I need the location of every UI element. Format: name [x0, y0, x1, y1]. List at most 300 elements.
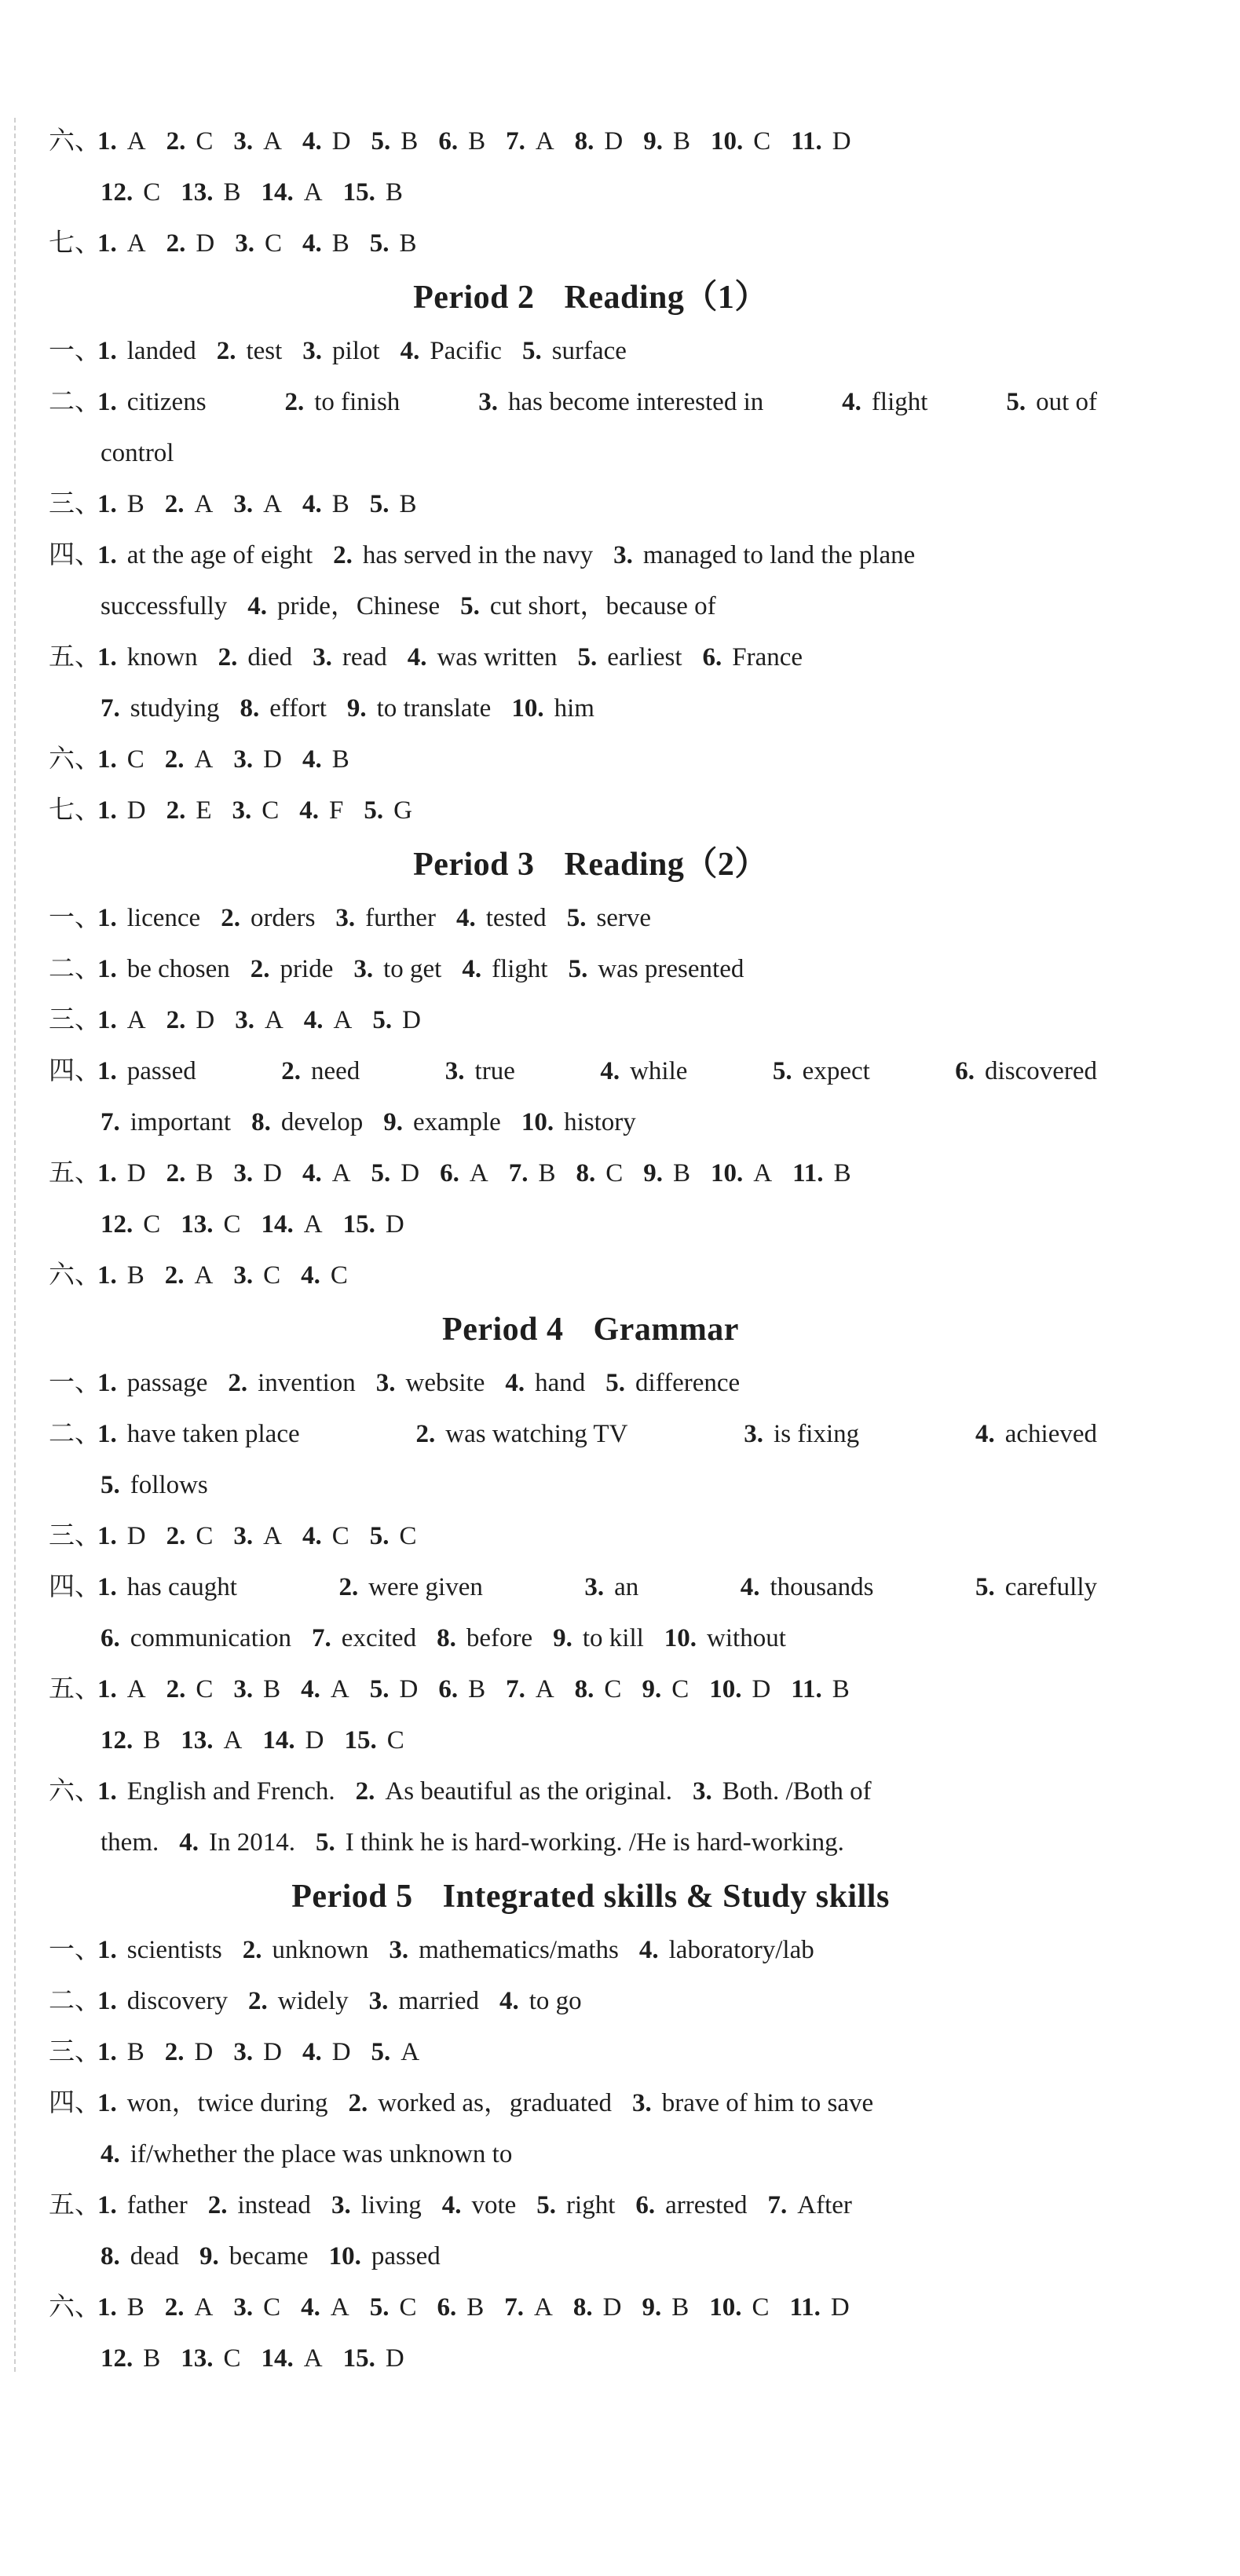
- answer-text: achieved: [1004, 1420, 1097, 1448]
- answer-text: B: [263, 1675, 281, 1703]
- answer-item: [445, 1046, 515, 1097]
- answer-text: have taken place: [126, 1420, 300, 1448]
- answer-text: A: [401, 2038, 420, 2066]
- exercise-line: [49, 1925, 1101, 1976]
- question-number: 6.: [101, 1624, 120, 1652]
- answer-item: [233, 1522, 282, 1550]
- answer-item: [506, 127, 554, 156]
- answer-text: A: [303, 1210, 323, 1239]
- answer-text: B: [833, 1159, 851, 1187]
- answer-item: [437, 2293, 484, 2322]
- question-number: 4.: [301, 2293, 320, 2322]
- exercise-section-label: 五、: [49, 643, 101, 671]
- answer-item: [329, 2242, 441, 2270]
- answer-item: [101, 1108, 231, 1136]
- answer-item: [613, 541, 915, 569]
- period-subtitle: Reading（1）: [564, 280, 768, 316]
- exercise-section-label: 六、: [49, 1261, 101, 1290]
- answer-text: France: [732, 643, 803, 671]
- answer-item: [247, 592, 440, 620]
- question-number: 6.: [955, 1057, 975, 1085]
- answer-text: D: [830, 2293, 850, 2322]
- answer-text: B: [143, 2344, 161, 2373]
- answer-text: B: [196, 1159, 214, 1187]
- answer-item: [97, 2293, 144, 2322]
- question-number: 4.: [302, 2038, 322, 2066]
- answer-item: [643, 127, 690, 156]
- answer-text: B: [331, 745, 349, 774]
- question-number: 4.: [302, 745, 322, 774]
- answer-text: arrested: [665, 2191, 748, 2219]
- answer-item: [440, 1159, 488, 1187]
- question-number: 7.: [312, 1624, 331, 1652]
- question-number: 2.: [166, 127, 186, 156]
- answer-item: [711, 127, 770, 156]
- answer-text: communication: [130, 1624, 292, 1652]
- question-number: 5.: [536, 2191, 557, 2219]
- answer-text: B: [223, 178, 241, 207]
- exercise-section-label: 一、: [49, 337, 101, 365]
- answer-item: [97, 1522, 146, 1550]
- question-number: 1.: [97, 1987, 117, 2015]
- answer-text: F: [329, 796, 344, 825]
- question-number: 2.: [284, 388, 305, 416]
- answer-text: without: [707, 1624, 786, 1652]
- exercise-line: [49, 1358, 1101, 1409]
- question-number: 9.: [642, 2293, 662, 2322]
- answer-item: [356, 1777, 672, 1806]
- answer-item: [703, 643, 803, 671]
- question-number: 5.: [369, 1522, 390, 1550]
- answer-text: D: [402, 1006, 421, 1034]
- answer-item: [370, 1522, 417, 1550]
- answer-text: C: [263, 1261, 281, 1290]
- answer-text: orders: [250, 904, 316, 932]
- answer-text: vote: [471, 2191, 517, 2219]
- question-number: 5.: [372, 1006, 393, 1034]
- answer-text: history: [564, 1108, 636, 1136]
- answer-item: [408, 643, 558, 671]
- question-number: 3.: [584, 1573, 605, 1601]
- answer-item: [262, 178, 323, 207]
- answer-item: [101, 1726, 160, 1755]
- answer-item: [511, 694, 594, 723]
- question-number: 8.: [437, 1624, 456, 1652]
- answer-item: [233, 1675, 280, 1703]
- answer-text: B: [468, 127, 486, 156]
- answer-text: C: [399, 1522, 417, 1550]
- answer-text: became: [229, 2242, 309, 2270]
- answer-item: [165, 490, 214, 518]
- question-number: 4.: [975, 1420, 995, 1448]
- answer-text: A: [330, 1675, 349, 1703]
- answer-text: widely: [277, 1987, 349, 2015]
- question-number: 2.: [228, 1369, 248, 1397]
- answer-item: [370, 1675, 419, 1703]
- period-title: [49, 269, 1101, 326]
- answer-text: successfully: [101, 592, 228, 620]
- question-number: 4.: [301, 1675, 320, 1703]
- question-number: 3.: [232, 796, 252, 825]
- answer-item: [693, 1777, 872, 1806]
- question-number: 5.: [364, 796, 384, 825]
- answer-item: [578, 643, 682, 671]
- question-number: 9.: [383, 1108, 404, 1136]
- question-number: 9.: [643, 1159, 664, 1187]
- answer-text: develop: [280, 1108, 364, 1136]
- question-number: 12.: [101, 178, 134, 207]
- answer-text: C: [196, 1522, 214, 1550]
- exercise-continuation-line: [49, 2129, 1101, 2180]
- answer-text: D: [263, 2038, 282, 2066]
- answer-item: [353, 955, 441, 983]
- question-number: 1.: [97, 2293, 117, 2322]
- answer-text: discovered: [985, 1057, 1097, 1085]
- answer-item: [97, 1369, 207, 1397]
- exercise-continuation-line: [49, 1817, 1101, 1868]
- answer-item: [232, 796, 280, 825]
- answer-item: [165, 2293, 214, 2322]
- question-number: 1.: [97, 127, 117, 156]
- exercise-line: [49, 530, 1101, 581]
- question-number: 3.: [613, 541, 633, 569]
- answer-text: A: [263, 127, 282, 156]
- answer-text: living: [360, 2191, 422, 2219]
- exercise-section-label: 三、: [49, 1522, 101, 1550]
- answer-text: B: [126, 1261, 144, 1290]
- exercise-section-label: 四、: [49, 541, 101, 569]
- answer-text: C: [223, 2344, 241, 2373]
- answer-text: C: [262, 796, 280, 825]
- answer-text: A: [264, 1006, 283, 1034]
- answer-text: A: [333, 1006, 353, 1034]
- question-number: 3.: [335, 904, 356, 932]
- answer-text: A: [469, 1159, 488, 1187]
- exercise-section-label: 六、: [49, 2293, 101, 2322]
- answer-item: [635, 2191, 747, 2219]
- question-number: 5.: [975, 1573, 995, 1601]
- answer-text: has caught: [126, 1573, 237, 1601]
- exercise-section-label: 五、: [49, 2191, 101, 2219]
- answer-item: [233, 490, 282, 518]
- answer-text: B: [671, 2293, 689, 2322]
- exercise-continuation-line: [49, 1460, 1101, 1511]
- answer-text: to kill: [582, 1624, 644, 1652]
- question-number: 5.: [371, 2038, 391, 2066]
- answer-item: [97, 1562, 237, 1613]
- question-number: 11.: [792, 1159, 824, 1187]
- answer-item: [509, 1159, 556, 1187]
- question-number: 5.: [371, 127, 391, 156]
- question-number: 11.: [791, 127, 822, 156]
- answer-text: him: [554, 694, 594, 723]
- question-number: 2.: [164, 745, 185, 774]
- answer-text: B: [673, 1159, 691, 1187]
- answer-text: D: [399, 1675, 419, 1703]
- question-number: 3.: [233, 490, 254, 518]
- answer-text: C: [671, 1675, 689, 1703]
- answer-text: B: [466, 2293, 485, 2322]
- answer-text: E: [196, 796, 212, 825]
- question-number: 3.: [331, 2191, 351, 2219]
- answer-item: [251, 955, 334, 983]
- answer-item: [312, 1624, 416, 1652]
- answer-text: A: [753, 1159, 773, 1187]
- exercise-line: [49, 1511, 1101, 1562]
- question-number: 5.: [577, 643, 598, 671]
- answer-text: D: [126, 1159, 146, 1187]
- answer-item: [343, 2344, 404, 2373]
- question-number: 2.: [221, 904, 240, 932]
- question-number: 1.: [97, 337, 117, 365]
- exercise-continuation-line: [49, 581, 1101, 632]
- question-number: 4.: [740, 1573, 760, 1601]
- answer-text: landed: [126, 337, 196, 365]
- period-number: Period 5: [291, 1879, 413, 1915]
- question-number: 1.: [97, 904, 117, 932]
- answer-text: A: [194, 745, 214, 774]
- answer-text: married: [398, 1987, 479, 2015]
- answer-text: father: [126, 2191, 188, 2219]
- exercise-line: [49, 785, 1101, 836]
- exercise-section-label: 一、: [49, 1369, 101, 1397]
- answer-item: [233, 2038, 282, 2066]
- question-number: 8.: [572, 2293, 593, 2322]
- question-number: 6.: [438, 1675, 459, 1703]
- question-number: 9.: [553, 1624, 572, 1652]
- answer-item: [372, 1006, 421, 1034]
- answer-text: D: [385, 2344, 404, 2373]
- question-number: 7.: [101, 1108, 120, 1136]
- answer-text: flight: [492, 955, 548, 983]
- answer-item: [316, 1828, 844, 1857]
- question-number: 3.: [235, 229, 254, 258]
- answer-item: [371, 127, 419, 156]
- exercise-line: [49, 944, 1101, 995]
- question-number: 13.: [181, 1210, 214, 1239]
- question-number: 2.: [166, 229, 186, 258]
- period-number: Period 4: [442, 1312, 564, 1348]
- exercise-line: [49, 1664, 1101, 1715]
- answer-text: B: [126, 2293, 144, 2322]
- answer-text: C: [752, 2293, 770, 2322]
- answer-text: licence: [126, 904, 201, 932]
- answer-item: [370, 2293, 417, 2322]
- answer-text: is fixing: [774, 1420, 860, 1448]
- answer-item: [251, 1108, 363, 1136]
- answer-item: [437, 1624, 532, 1652]
- answer-item: [642, 2293, 689, 2322]
- exercise-line: [49, 1766, 1101, 1817]
- answer-text: D: [196, 229, 215, 258]
- answer-item: [584, 1562, 638, 1613]
- answer-text: thousands: [770, 1573, 874, 1601]
- question-number: 1.: [97, 2038, 117, 2066]
- question-number: 1.: [97, 1675, 117, 1703]
- answer-item: [789, 2293, 849, 2322]
- exercise-section-label: 六、: [49, 745, 101, 774]
- answer-text: was watching TV: [445, 1420, 628, 1448]
- answer-text: be chosen: [126, 955, 230, 983]
- answer-item: [101, 2140, 512, 2168]
- question-number: 10.: [328, 2242, 361, 2270]
- answer-item: [438, 1675, 485, 1703]
- answer-item: [101, 1210, 160, 1239]
- answer-item: [248, 1987, 349, 2015]
- answer-item: [438, 127, 485, 156]
- question-number: 1.: [97, 541, 117, 569]
- question-number: 4.: [179, 1828, 199, 1857]
- exercise-continuation-line: [49, 1199, 1101, 1250]
- answer-item: [504, 2293, 553, 2322]
- answer-text: known: [126, 643, 198, 671]
- question-number: 1.: [97, 1522, 117, 1550]
- answer-item: [302, 127, 351, 156]
- answer-text: A: [126, 1006, 146, 1034]
- answer-text: passed: [371, 2242, 441, 2270]
- answer-item: [376, 1369, 485, 1397]
- question-number: 2.: [248, 1987, 268, 2015]
- answer-item: [181, 178, 240, 207]
- answer-item: [165, 745, 214, 774]
- exercise-section-label: 四、: [49, 1573, 101, 1601]
- answer-text: follows: [130, 1471, 208, 1499]
- question-number: 15.: [344, 1726, 377, 1755]
- question-number: 10.: [511, 694, 544, 723]
- question-number: 14.: [261, 2344, 294, 2373]
- answer-item: [553, 1624, 644, 1652]
- answer-text: A: [331, 1159, 351, 1187]
- question-number: 3.: [353, 955, 374, 983]
- answer-text: C: [263, 2293, 281, 2322]
- answer-text: A: [303, 2344, 323, 2373]
- question-number: 10.: [664, 1624, 697, 1652]
- answer-text: A: [263, 490, 282, 518]
- answer-item: [643, 1159, 690, 1187]
- answer-text: were given: [368, 1573, 483, 1601]
- answer-text: A: [126, 229, 146, 258]
- exercise-line: [49, 1976, 1101, 2027]
- exercise-line: [49, 2027, 1101, 2078]
- answer-text: citizens: [126, 388, 207, 416]
- question-number: 10.: [709, 1675, 742, 1703]
- answer-text: D: [401, 1159, 420, 1187]
- question-number: 1.: [97, 745, 117, 774]
- answer-text: As beautiful as the original.: [385, 1777, 673, 1806]
- exercise-continuation-line: [49, 2231, 1101, 2282]
- answer-item: [262, 1210, 323, 1239]
- answer-text: died: [247, 643, 293, 671]
- question-number: 3.: [302, 337, 323, 365]
- question-number: 4.: [302, 127, 322, 156]
- answer-item: [842, 377, 927, 428]
- answer-item: [166, 127, 214, 156]
- answer-item: [262, 2344, 323, 2373]
- answer-text: unknown: [272, 1936, 369, 1964]
- answer-text: B: [331, 229, 349, 258]
- exercise-section-label: 六、: [49, 1777, 101, 1806]
- question-number: 5.: [1006, 388, 1026, 416]
- answer-text: mathematics/maths: [419, 1936, 619, 1964]
- question-number: 4.: [505, 1369, 525, 1397]
- answer-text: earliest: [607, 643, 682, 671]
- answer-item: [741, 1562, 874, 1613]
- question-number: 3.: [233, 745, 254, 774]
- answer-item: [181, 2344, 240, 2373]
- answer-text: C: [264, 229, 282, 258]
- answer-text: C: [330, 1261, 348, 1290]
- answer-item: [333, 541, 593, 569]
- question-number: 2.: [242, 1936, 262, 1964]
- answer-item: [97, 1987, 228, 2015]
- answer-item: [233, 1261, 280, 1290]
- answer-text: flight: [871, 388, 928, 416]
- answer-item: [97, 955, 230, 983]
- question-number: 3.: [389, 1936, 409, 1964]
- answer-item: [791, 127, 850, 156]
- exercise-section-label: 二、: [49, 955, 101, 983]
- answer-text: B: [126, 490, 144, 518]
- question-number: 1.: [97, 643, 117, 671]
- answer-item: [709, 1675, 770, 1703]
- question-number: 4.: [842, 388, 861, 416]
- answer-item: [632, 2089, 873, 2117]
- question-number: 2.: [164, 1261, 185, 1290]
- answer-text: C: [604, 1675, 622, 1703]
- answer-text: D: [263, 745, 282, 774]
- question-number: 10.: [711, 1159, 744, 1187]
- answer-text: hand: [535, 1369, 586, 1397]
- answer-item: [97, 904, 200, 932]
- answer-item: [348, 2089, 612, 2117]
- answer-text: invention: [258, 1369, 356, 1397]
- question-number: 1.: [97, 1159, 117, 1187]
- answer-text: B: [468, 1675, 486, 1703]
- answer-item: [639, 1936, 814, 1964]
- question-number: 2.: [166, 796, 186, 825]
- exercise-line: [49, 377, 1101, 428]
- question-number: 2.: [415, 1420, 436, 1448]
- exercise-line: [49, 2180, 1101, 2231]
- answer-item: [97, 337, 196, 365]
- exercise-line: [49, 1562, 1101, 1613]
- answer-item: [97, 796, 146, 825]
- answer-item: [744, 1409, 859, 1460]
- answer-text: C: [143, 178, 161, 207]
- question-number: 3.: [444, 1057, 465, 1085]
- answer-text: D: [602, 2293, 622, 2322]
- question-number: 2.: [166, 1675, 186, 1703]
- question-number: 7.: [767, 2191, 788, 2219]
- answer-text: A: [223, 1726, 243, 1755]
- period-title: [49, 1301, 1101, 1358]
- period-subtitle: Grammar: [593, 1312, 739, 1348]
- question-number: 1.: [97, 1573, 117, 1601]
- answer-text: right: [566, 2191, 616, 2219]
- question-number: 4.: [302, 1159, 322, 1187]
- question-number: 4.: [303, 1006, 324, 1034]
- answer-item: [101, 694, 219, 723]
- exercise-continuation-line: [49, 1613, 1101, 1664]
- answer-item: [792, 1159, 850, 1187]
- answer-text: won，twice during: [126, 2089, 328, 2117]
- question-number: 4.: [101, 2140, 120, 2168]
- answer-item: [536, 2191, 615, 2219]
- answer-text: A: [534, 2293, 553, 2322]
- answer-text: pride，Chinese: [277, 592, 441, 620]
- answer-item: [522, 337, 627, 365]
- answer-text: D: [263, 1159, 282, 1187]
